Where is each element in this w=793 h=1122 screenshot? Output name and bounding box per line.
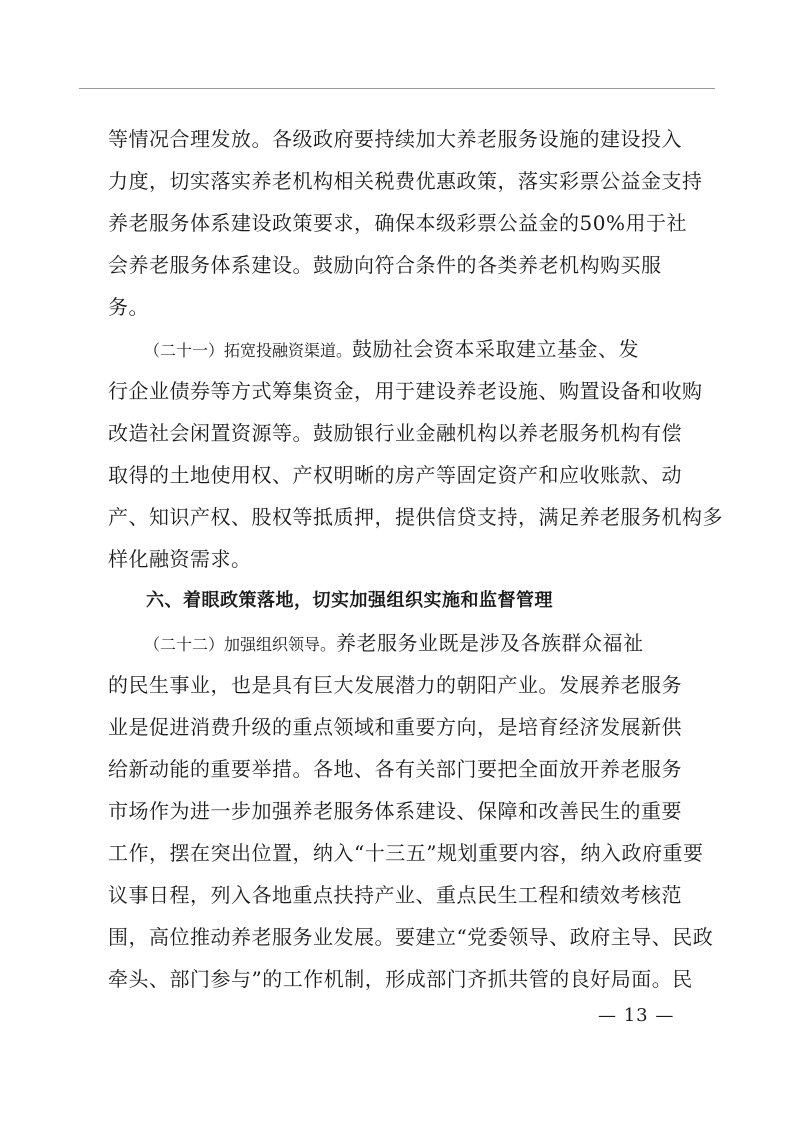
text-line: 产、知识产权、股权等抵质押，提供信贷支持，满足养老服务机构多 <box>108 505 723 529</box>
text-line: 牵头、部门参与”的工作机制，形成部门齐抓共管的良好局面。民 <box>108 967 693 991</box>
document-body <box>108 118 723 1000</box>
subsection-text: 养老服务业既是涉及各族群众福祉 <box>336 631 644 655</box>
subsection-label: （二十二）加强组织领导。 <box>144 635 337 654</box>
text-line: 会养老服务体系建设。鼓励向符合条件的各类养老机构购买服 <box>108 253 662 277</box>
text-line: 给新动能的重要举措。各地、各有关部门要把全面放开养老服务 <box>108 757 682 781</box>
text-line: 务。 <box>108 295 149 319</box>
text-line: 力度，切实落实养老机构相关税费优惠政策，落实彩票公益金支持 <box>108 169 703 193</box>
header-rule <box>79 88 715 89</box>
text-line: 样化融资需求。 <box>108 547 252 571</box>
text-line: 的民生事业，也是具有巨大发展潜力的朝阳产业。发展养老服务 <box>108 673 682 697</box>
page-number: — 13 — <box>598 1005 675 1026</box>
text-line: 取得的土地使用权、产权明晰的房产等固定资产和应收账款、动 <box>108 463 682 487</box>
text-line: 议事日程，列入各地重点扶持产业、重点民生工程和绩效考核范 <box>108 883 682 907</box>
text-line: 行企业债券等方式筹集资金，用于建设养老设施、购置设备和收购 <box>108 379 703 403</box>
subsection-label: （二十一）拓宽投融资渠道。 <box>144 341 353 360</box>
subsection-line <box>108 328 688 370</box>
subsection-line <box>108 622 688 664</box>
section-heading: 六、着眼政策落地，切实加强组织实施和监督管理 <box>146 590 553 611</box>
text-line: 围，高位推动养老服务业发展。要建立“党委领导、政府主导、民政 <box>108 925 714 949</box>
text-line: 业是促进消费升级的重点领域和重要方向，是培育经济发展新供 <box>108 715 682 739</box>
subsection-text: 鼓励社会资本采取建立基金、发 <box>352 337 640 361</box>
text-line: 等情况合理发放。各级政府要持续加大养老服务设施的建设投入 <box>108 127 682 151</box>
text-line: 改造社会闲置资源等。鼓励银行业金融机构以养老服务机构有偿 <box>108 421 682 445</box>
text-line: 工作，摆在突出位置，纳入“十三五”规划重要内容，纳入政府重要 <box>108 841 704 865</box>
text-line: 养老服务体系建设政策要求，确保本级彩票公益金的50%用于社 <box>108 211 687 235</box>
text-line: 市场作为进一步加强养老服务体系建设、保障和改善民生的重要 <box>108 799 682 823</box>
